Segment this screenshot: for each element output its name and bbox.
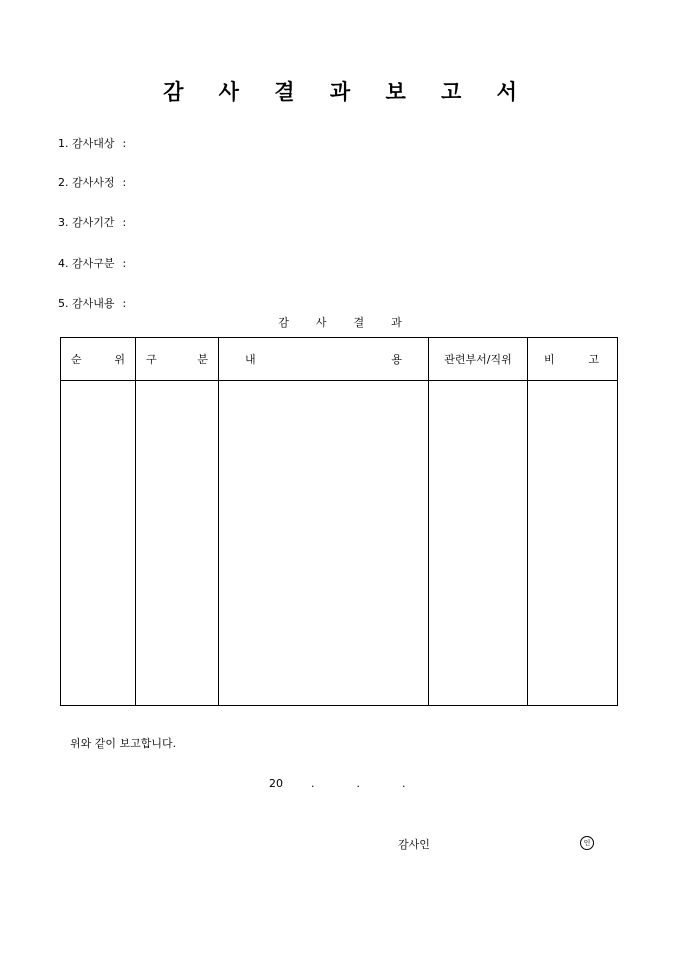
result-table [60, 337, 618, 706]
header-dept: 관련부서/직위 [429, 338, 528, 381]
field-audit-content [58, 295, 126, 311]
table-header-row [61, 338, 618, 381]
document-title: 감 사 결 과 보 고 서 [163, 79, 531, 104]
result-heading: 감사결과 [278, 316, 429, 329]
date-year: 20 [269, 777, 283, 790]
field-audit-type [58, 255, 126, 271]
date-separator: . [311, 777, 315, 790]
field-separator: : [122, 297, 127, 310]
field-separator: : [122, 257, 127, 270]
header-category: 구 분 [136, 338, 219, 381]
cell-category[interactable] [136, 381, 219, 706]
header-rank: 순 위 [61, 338, 136, 381]
date-separator: . [402, 777, 406, 790]
field-label: 5. 감사내용 [58, 297, 115, 310]
header-remarks: 비 고 [528, 338, 618, 381]
cell-content[interactable] [219, 381, 429, 706]
field-label: 2. 감사사정 [58, 176, 115, 189]
header-content: 내 용 [219, 338, 429, 381]
field-audit-target [58, 135, 126, 151]
seal-icon: 인 [580, 836, 594, 850]
date-separator: . [356, 777, 360, 790]
cell-remarks[interactable] [528, 381, 618, 706]
field-label: 1. 감사대상 [58, 137, 115, 150]
field-audit-circumstance [58, 174, 126, 190]
cell-rank[interactable] [61, 381, 136, 706]
field-label: 3. 감사기간 [58, 216, 115, 229]
report-date [269, 777, 406, 790]
field-audit-period [58, 214, 126, 230]
field-separator: : [122, 176, 127, 189]
field-separator: : [122, 137, 127, 150]
closing-statement: 위와 같이 보고합니다. [70, 737, 177, 750]
table-row [61, 381, 618, 706]
cell-dept[interactable] [429, 381, 528, 706]
field-separator: : [122, 216, 127, 229]
auditor-label: 감사인 [398, 838, 430, 851]
field-label: 4. 감사구분 [58, 257, 115, 270]
